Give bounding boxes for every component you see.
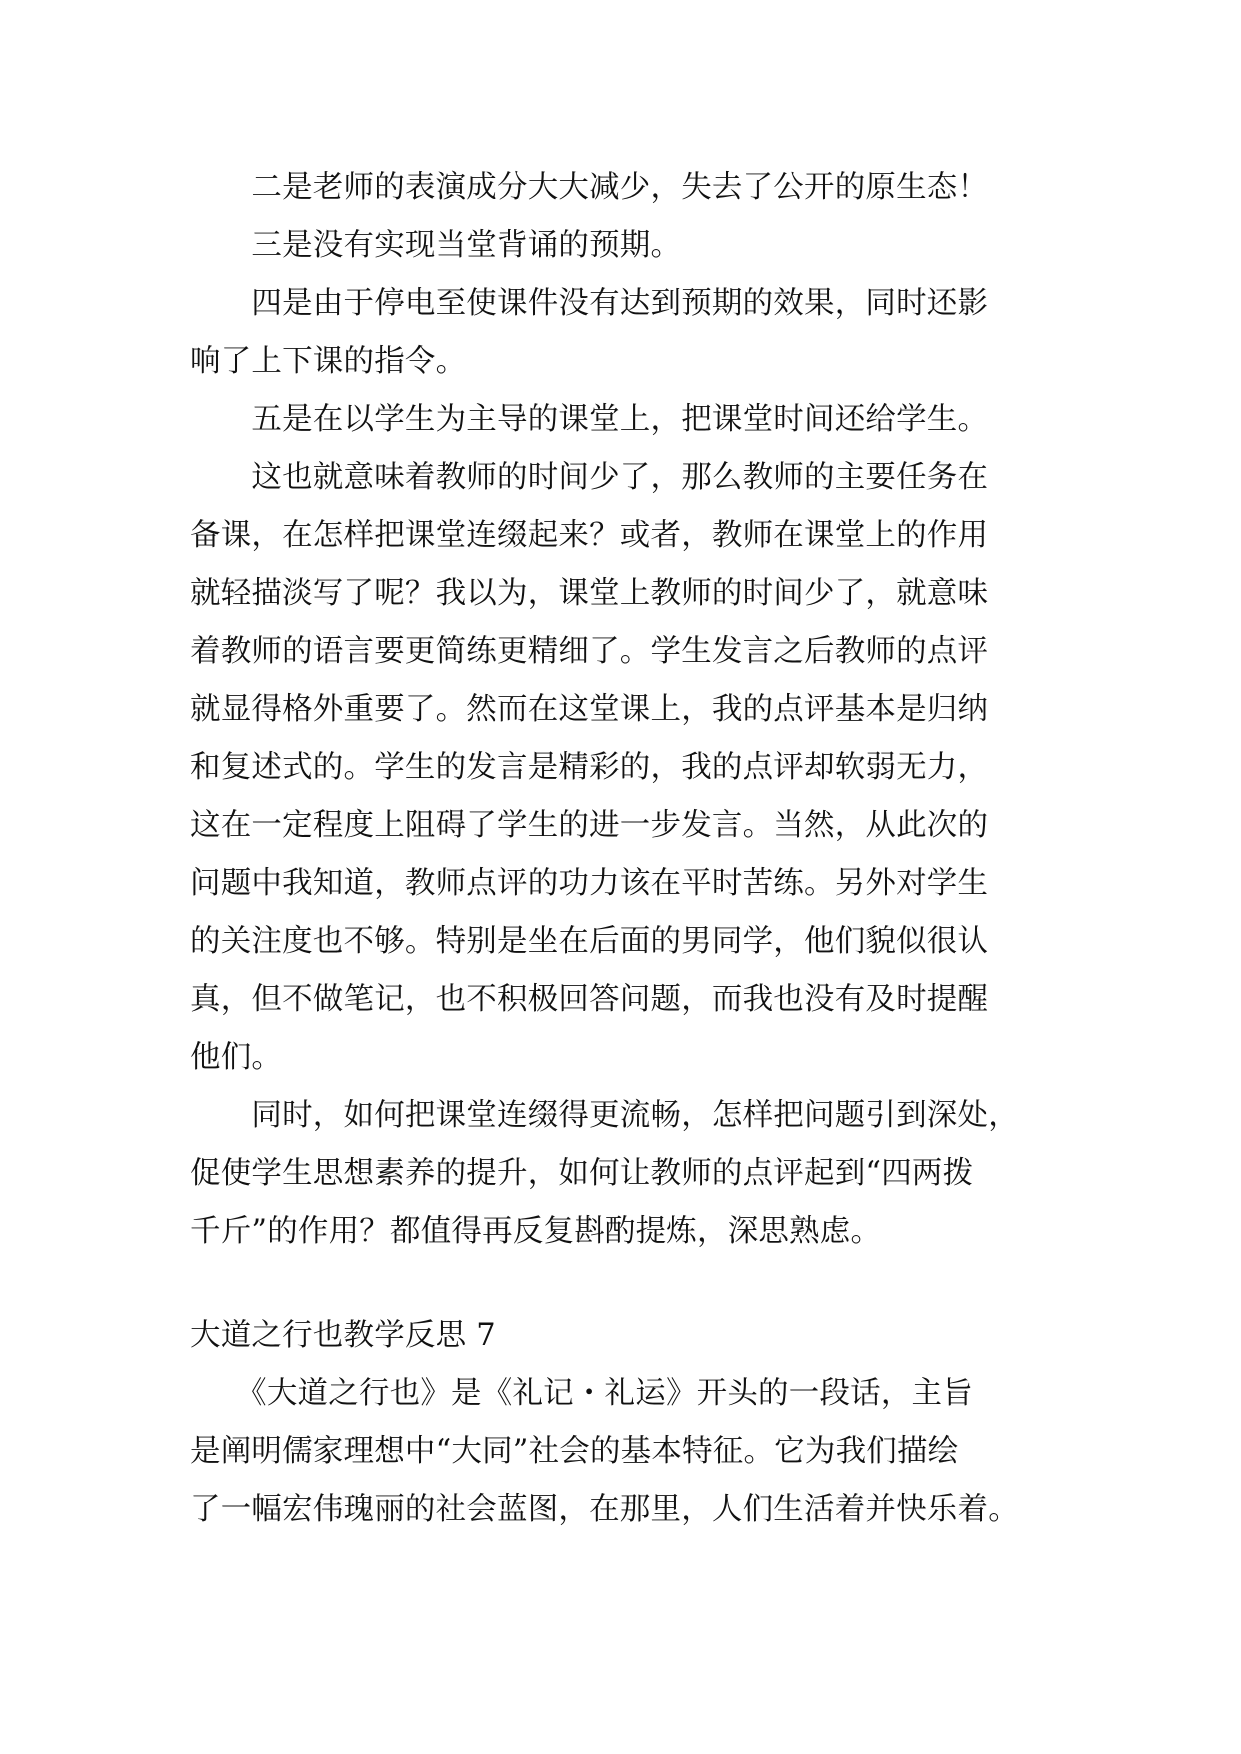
- paragraph-line: 和复述式的。学生的发言是精彩的，我的点评却软弱无力，: [190, 750, 989, 785]
- paragraph-line: 就显得格外重要了。然而在这堂课上，我的点评基本是归纳: [190, 692, 989, 727]
- section-heading: 大道之行也教学反思 7: [190, 1318, 496, 1353]
- paragraph-line: 问题中我知道，教师点评的功力该在平时苦练。另外对学生: [190, 866, 989, 901]
- paragraph-line: 着教师的语言要更简练更精细了。学生发言之后教师的点评: [190, 634, 989, 669]
- paragraph-line: 二是老师的表演成分大大减少，失去了公开的原生态！: [190, 170, 989, 205]
- paragraph-line: 五是在以学生为主导的课堂上，把课堂时间还给学生。: [190, 402, 989, 437]
- paragraph-line: 四是由于停电至使课件没有达到预期的效果，同时还影: [190, 286, 989, 321]
- paragraph-line: 这也就意味着教师的时间少了，那么教师的主要任务在: [190, 460, 989, 495]
- paragraph-line: 他们。: [190, 1040, 283, 1075]
- paragraph-line: 就轻描淡写了呢？我以为，课堂上教师的时间少了，就意味: [190, 576, 989, 611]
- paragraph-line: 这在一定程度上阻碍了学生的进一步发言。当然，从此次的: [190, 808, 989, 843]
- paragraph-line: 真，但不做笔记，也不积极回答问题，而我也没有及时提醒: [190, 982, 989, 1017]
- paragraph-line: 《大道之行也》是《礼记・礼运》开头的一段话，主旨: [190, 1376, 973, 1411]
- paragraph-line: 促使学生思想素养的提升，如何让教师的点评起到“四两拨: [190, 1156, 974, 1191]
- paragraph-line: 的关注度也不够。特别是坐在后面的男同学，他们貌似很认: [190, 924, 989, 959]
- paragraph-line: 响了上下课的指令。: [190, 344, 467, 379]
- paragraph-line: 同时，如何把课堂连缀得更流畅，怎样把问题引到深处，: [190, 1098, 1019, 1133]
- paragraph-line: 千斤”的作用？都值得再反复斟酌提炼，深思熟虑。: [190, 1214, 882, 1249]
- paragraph-line: 备课，在怎样把课堂连缀起来？或者，教师在课堂上的作用: [190, 518, 989, 553]
- paragraph-line: 了一幅宏伟瑰丽的社会蓝图，在那里，人们生活着并快乐着。: [190, 1492, 1019, 1527]
- paragraph-line: 是阐明儒家理想中“大同”社会的基本特征。它为我们描绘: [190, 1434, 959, 1469]
- paragraph-line: 三是没有实现当堂背诵的预期。: [190, 228, 682, 263]
